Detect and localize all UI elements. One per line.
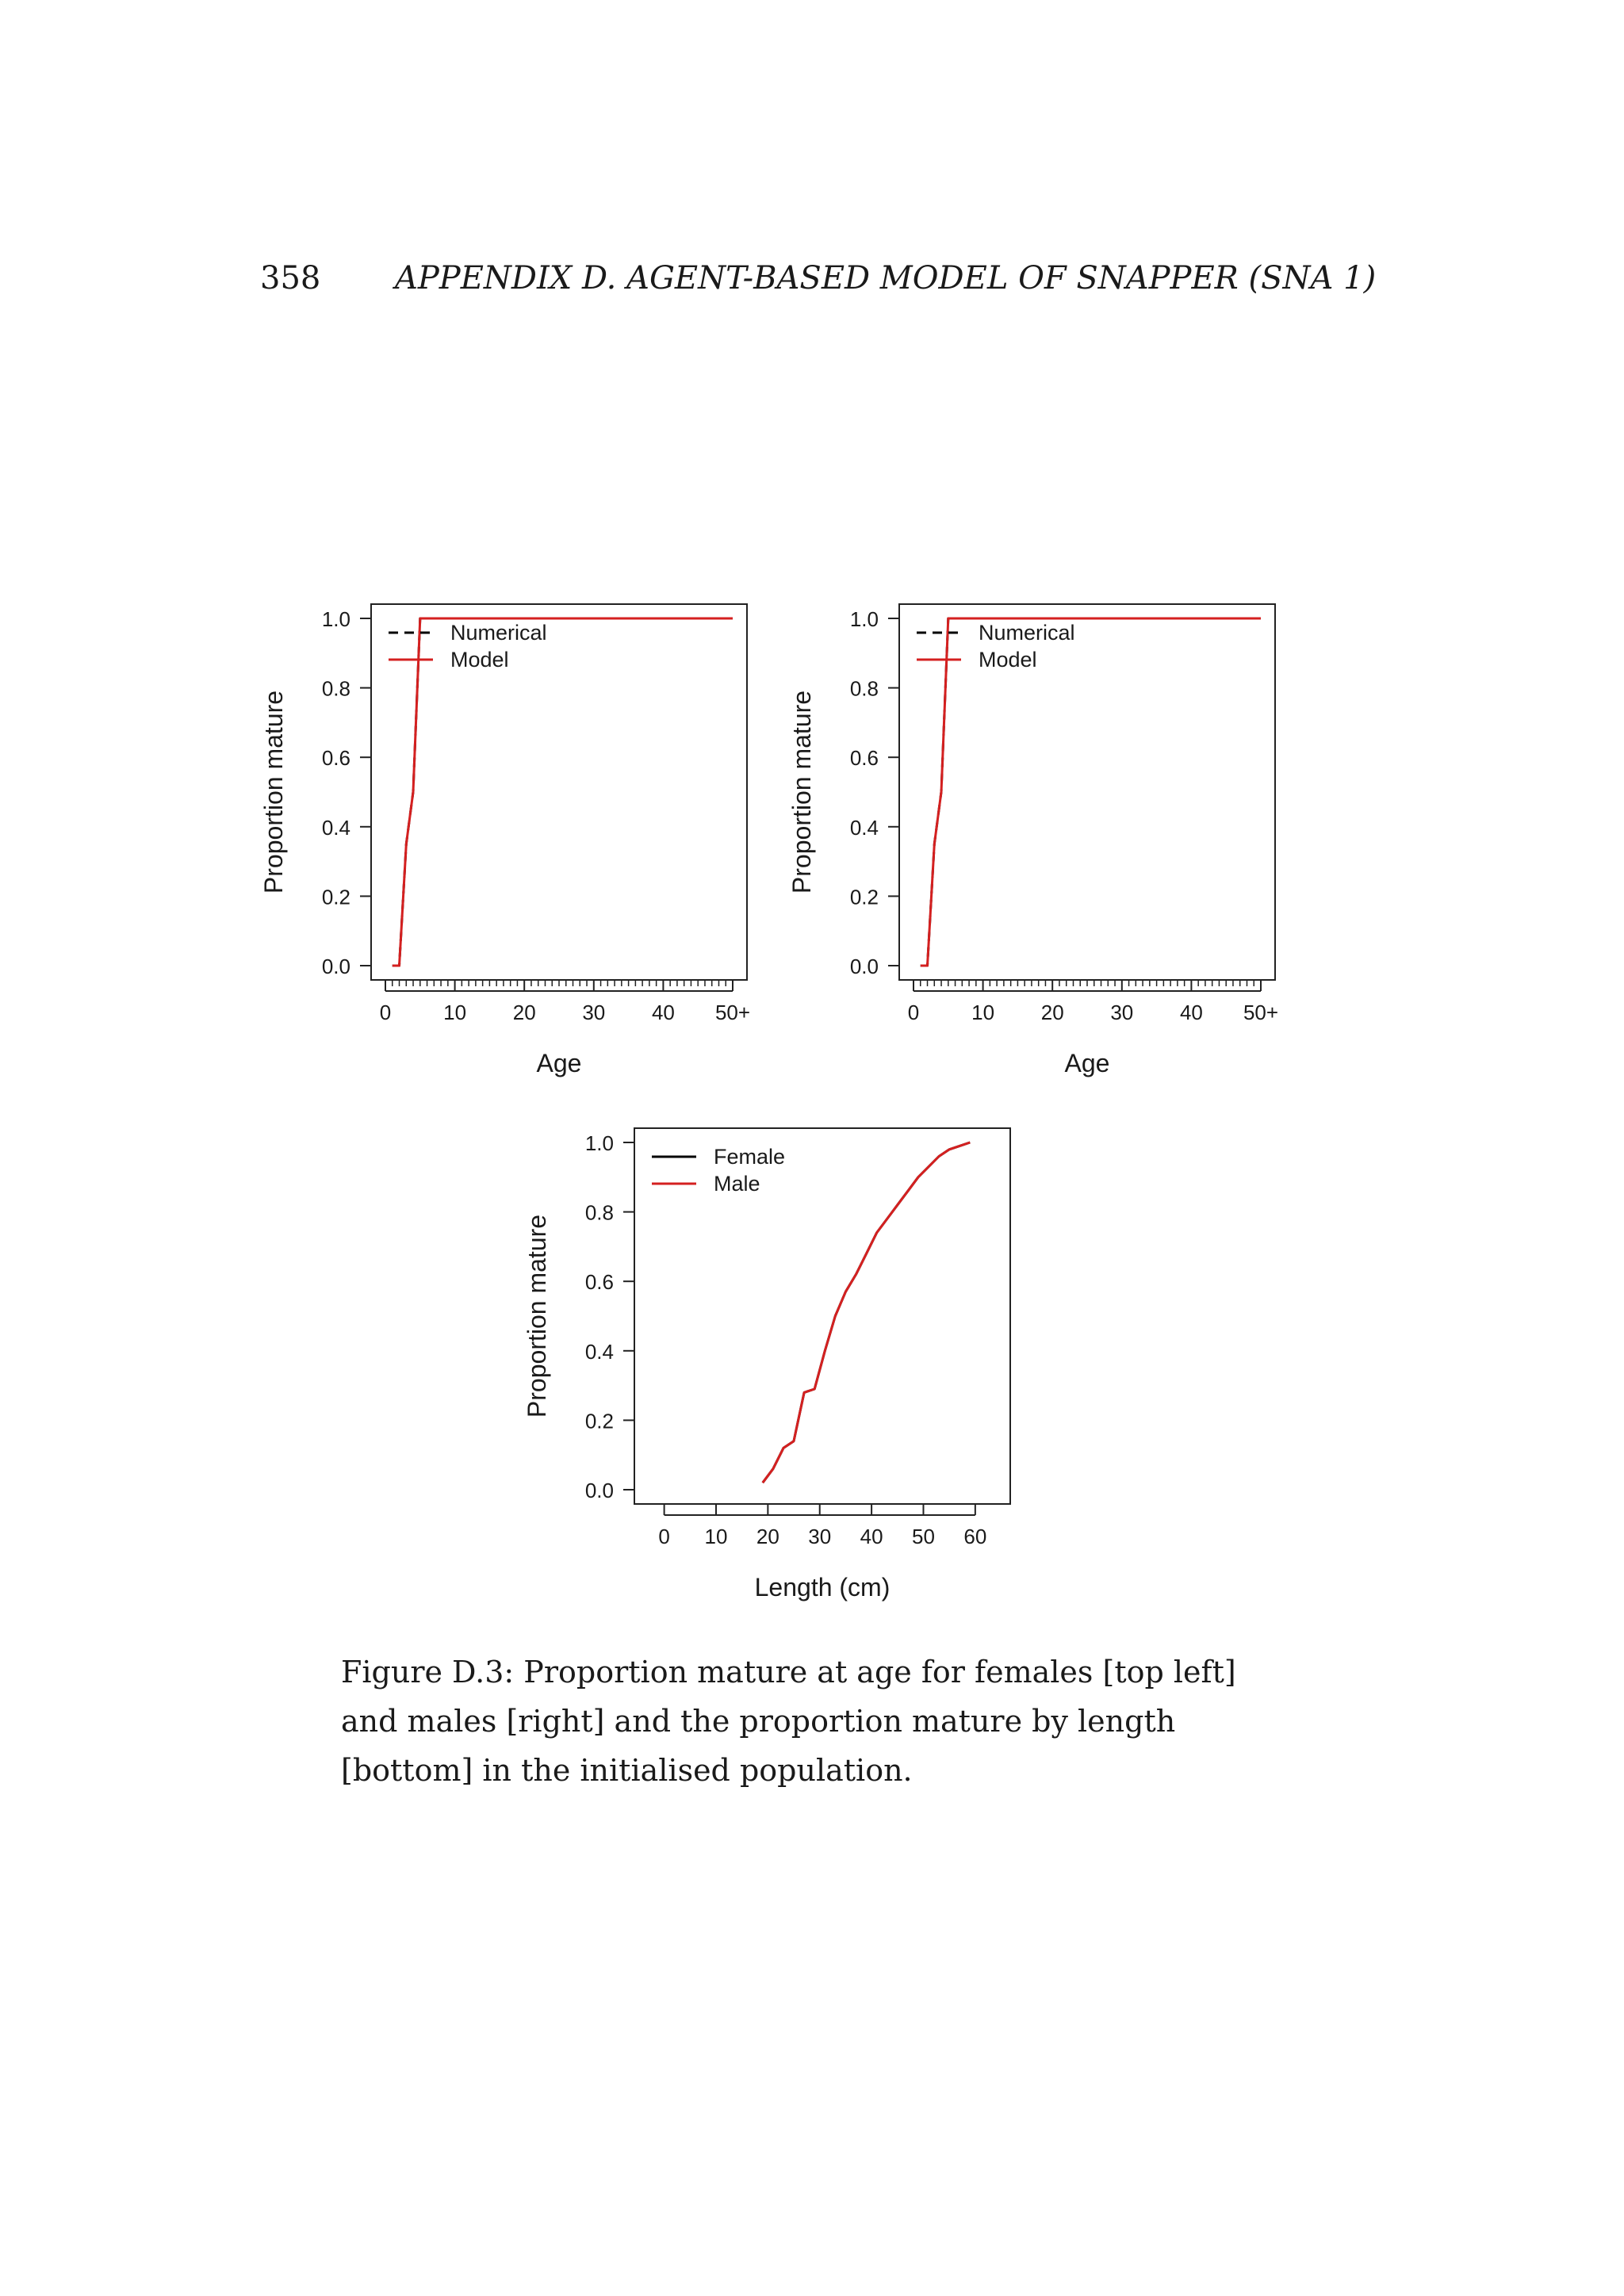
y-tick-label: 0.8 — [321, 676, 350, 701]
y-tick-label: 0.0 — [321, 955, 350, 978]
y-tick-label: 0.4 — [321, 815, 350, 840]
x-axis-label: Age — [536, 1049, 582, 1077]
chart-panel-bottom — [523, 1128, 1010, 1601]
x-axis-label: Age — [1064, 1049, 1110, 1077]
x-tick-label: 20 — [756, 1525, 779, 1548]
x-tick-label: 0 — [907, 1001, 920, 1024]
page-number: 358 — [260, 260, 321, 297]
legend-label-numerical: Numerical — [979, 621, 1075, 645]
y-tick-label: 1.0 — [321, 607, 350, 631]
x-tick-label: 30 — [1110, 1001, 1134, 1024]
y-tick-label: 0.2 — [849, 885, 879, 909]
figure-caption: Figure D.3: Proportion mature at age for females [top left] and males [right] and the proportion mature by length [bottom] in the initialised population. — [341, 1655, 1236, 1788]
series-line-numerical — [921, 618, 1261, 966]
series-line-numerical — [393, 618, 733, 966]
y-tick-label: 0.4 — [584, 1339, 614, 1364]
series-line-female — [763, 1142, 971, 1483]
x-tick-label: 40 — [1179, 1001, 1203, 1024]
y-tick-label: 0.6 — [321, 746, 350, 771]
x-axis-label: Length (cm) — [754, 1573, 891, 1601]
series-line-model — [393, 618, 733, 966]
x-tick-label: 0 — [658, 1525, 670, 1548]
x-tick-label: 60 — [963, 1525, 987, 1548]
x-tick-label: 20 — [1040, 1001, 1064, 1024]
y-tick-label: 0.8 — [849, 676, 879, 701]
series-line-male — [763, 1142, 971, 1483]
y-tick-label: 1.0 — [849, 607, 879, 631]
y-tick-label: 0.8 — [584, 1200, 614, 1225]
running-title: APPENDIX D. AGENT-BASED MODEL OF SNAPPER (SNA 1) — [395, 260, 1377, 297]
x-tick-label: 40 — [651, 1001, 675, 1024]
legend-label-model: Model — [450, 648, 509, 672]
x-tick-label: 10 — [443, 1001, 467, 1024]
x-tick-label: 10 — [971, 1001, 995, 1024]
chart-panel-top-right — [787, 604, 1278, 1077]
x-tick-label: 10 — [704, 1525, 728, 1548]
x-tick-label: 50+ — [1243, 1001, 1279, 1024]
x-tick-label: 30 — [808, 1525, 832, 1548]
y-tick-label: 0.6 — [584, 1270, 614, 1295]
x-tick-label: 20 — [512, 1001, 536, 1024]
y-tick-label: 0.0 — [849, 955, 879, 978]
y-tick-label: 1.0 — [584, 1131, 614, 1155]
y-axis-label: Proportion mature — [259, 690, 288, 894]
chart-panel-top-left — [259, 604, 750, 1077]
y-tick-label: 0.0 — [584, 1479, 614, 1502]
legend-label-numerical: Numerical — [450, 621, 547, 645]
x-tick-label: 30 — [582, 1001, 606, 1024]
x-tick-label: 50+ — [714, 1001, 751, 1024]
series-line-model — [921, 618, 1261, 966]
legend-label-model: Model — [979, 648, 1037, 672]
y-tick-label: 0.4 — [849, 815, 879, 840]
y-tick-label: 0.6 — [849, 746, 879, 771]
x-tick-label: 0 — [379, 1001, 392, 1024]
y-axis-label: Proportion mature — [523, 1214, 551, 1418]
x-tick-label: 50 — [912, 1525, 935, 1548]
legend-label-female: Female — [714, 1145, 786, 1169]
y-tick-label: 0.2 — [584, 1409, 614, 1433]
y-tick-label: 0.2 — [321, 885, 350, 909]
x-tick-label: 40 — [860, 1525, 883, 1548]
legend-label-male: Male — [714, 1172, 760, 1196]
y-axis-label: Proportion mature — [787, 690, 816, 894]
